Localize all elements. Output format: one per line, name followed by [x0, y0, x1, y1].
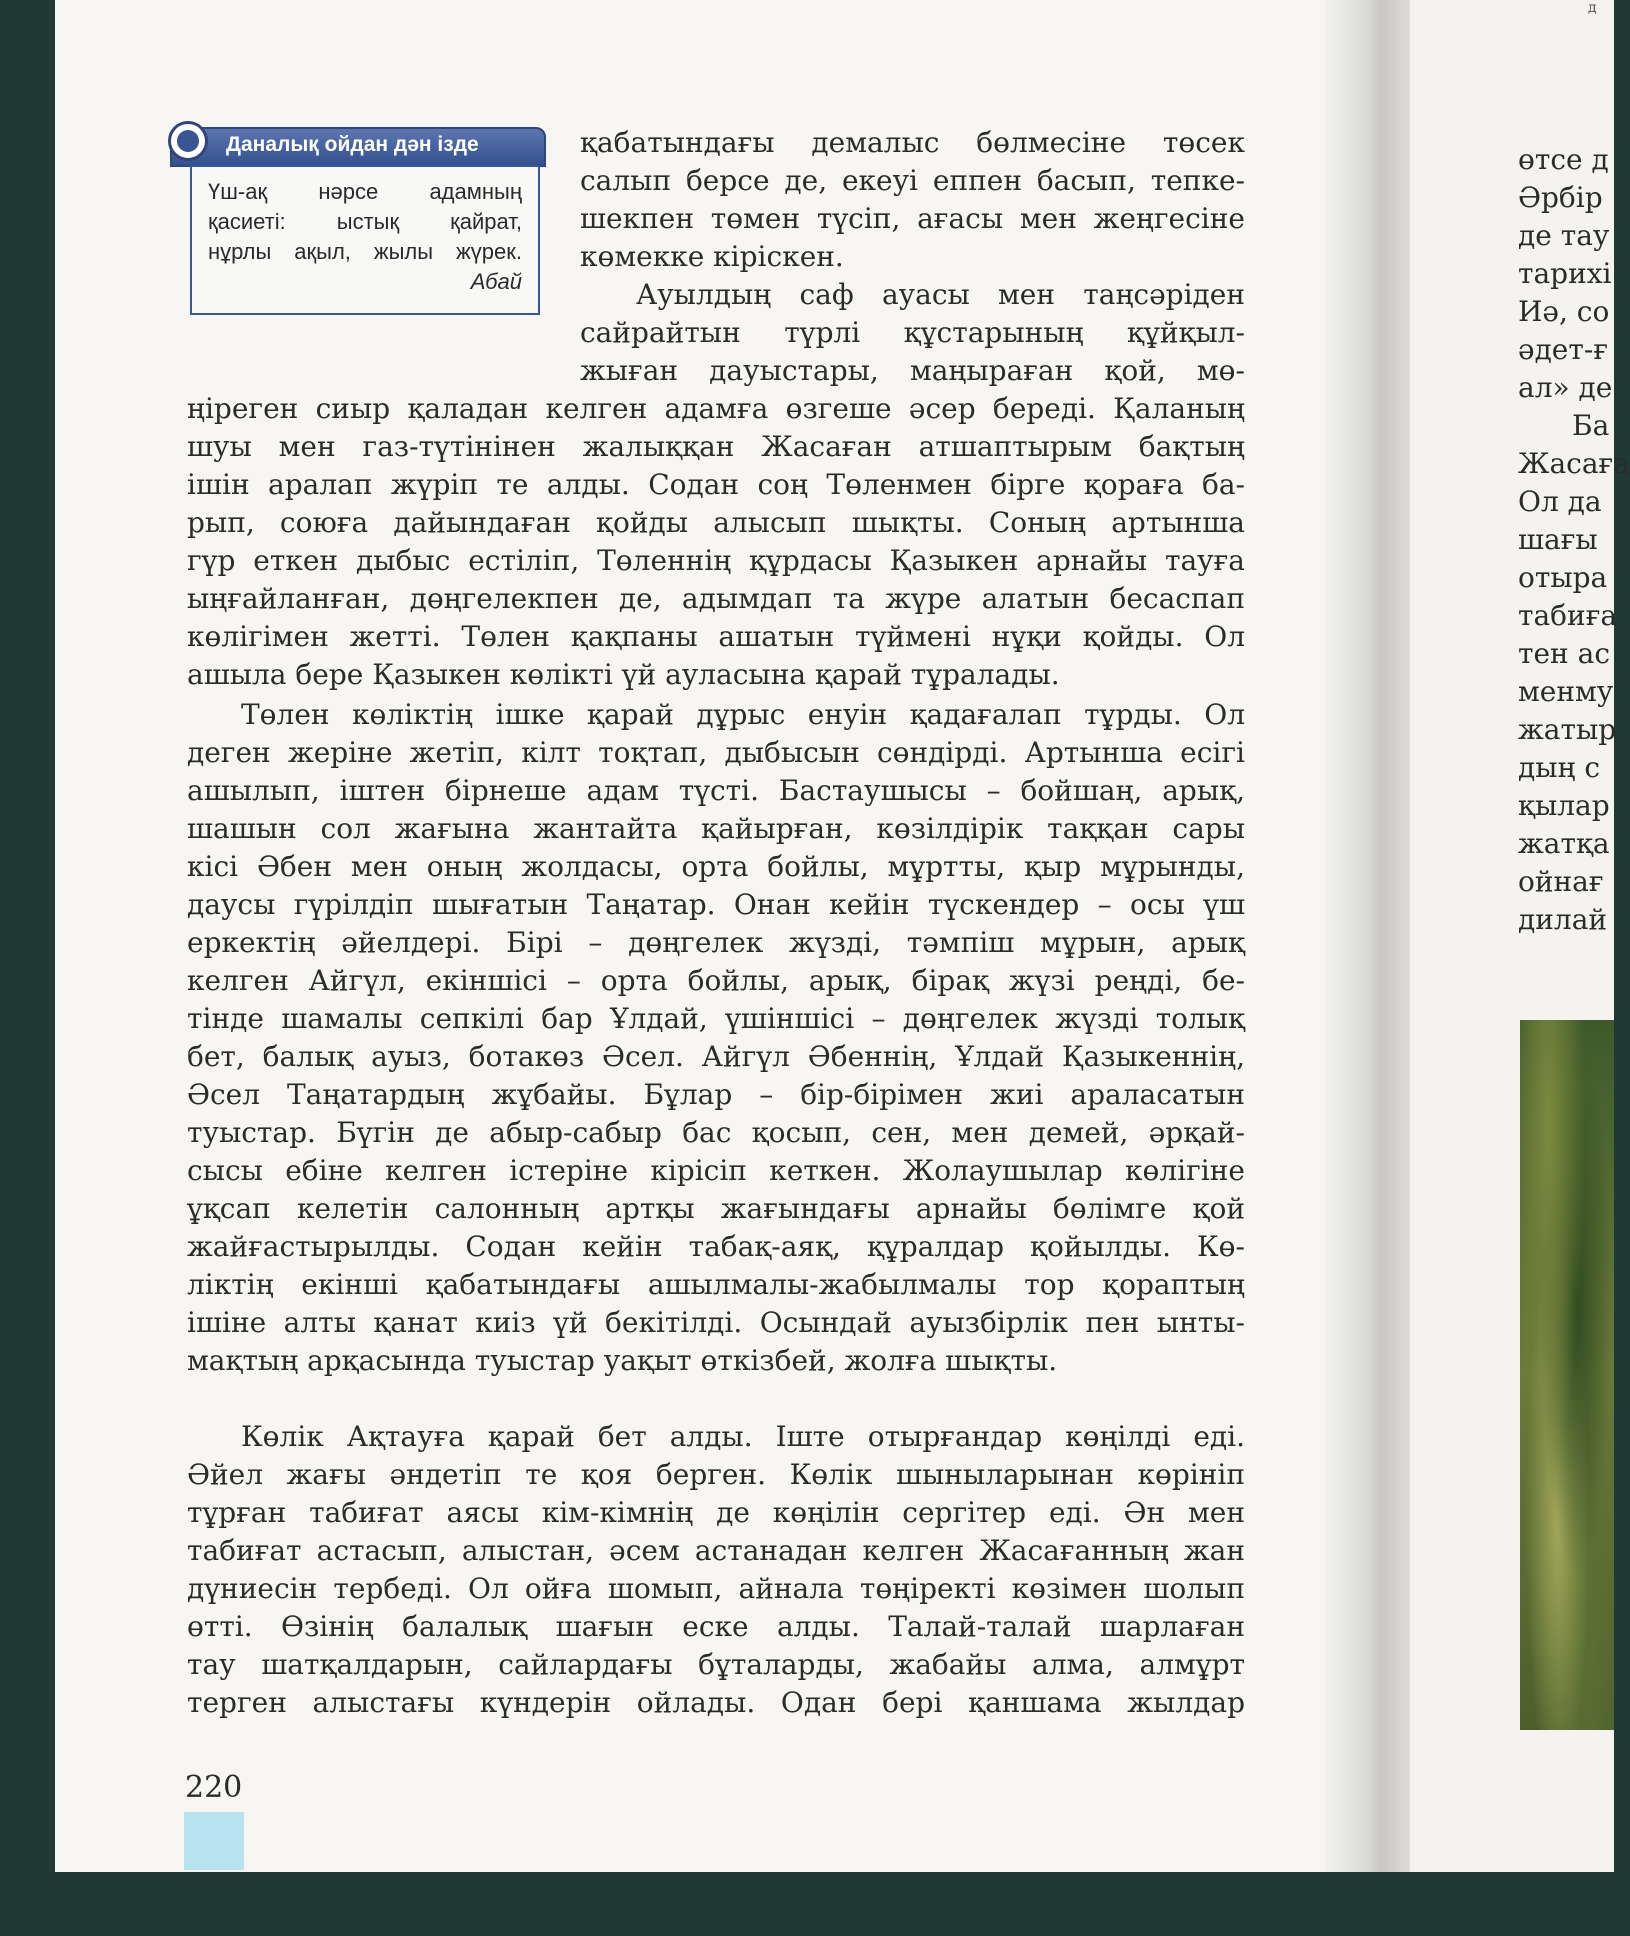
text-line: өтті. Өзінің балалық шағын еске алды. Талай-талай шарлаған	[187, 1610, 1245, 1643]
text-line: Көлік Ақтауға қарай бет алды. Іште отырғандар көңілді еді.	[241, 1420, 1245, 1453]
text-line: Әсел Таңатардың жұбайы. Бұлар – бір-бірімен жиі араласатын	[187, 1078, 1245, 1111]
text-line: гүр еткен дыбыс естіліп, Төленнің құрдасы Қазыкен арнайы тауға	[187, 544, 1245, 577]
text-line: шашын сол жағына жантайта қайырған, көзілдірік таққан сары	[187, 812, 1245, 845]
text-line: ішіне алты қанат киіз үй бекітілді. Осындай ауызбірлік пен ынты-	[187, 1306, 1245, 1339]
fragment-line: жатқа	[1518, 827, 1610, 860]
fragment-line: өтсе д	[1518, 143, 1609, 176]
text-line: көлігімен жетті. Төлен қақпаны ашатын түймені нұқи қойды. Ол	[187, 620, 1245, 653]
page-number: 220	[185, 1770, 243, 1805]
fragment-line: Ол да	[1518, 485, 1602, 518]
fragment-line: тен ас	[1518, 637, 1610, 670]
text-line: көмекке кіріскен.	[580, 240, 844, 273]
fragment-line: тарихі	[1518, 257, 1612, 290]
fragment-line: жатыр	[1518, 713, 1617, 746]
quote-author: Абай	[470, 269, 522, 294]
text-line: салып берсе де, екеуі еппен басып, тепке-	[580, 164, 1245, 197]
fragment-line: Ба	[1572, 409, 1610, 442]
quote-line: нұрлы ақыл, жылы жүрек.	[208, 239, 522, 264]
fragment-line: де тау	[1518, 219, 1610, 252]
text-line: Ауылдың саф ауасы мен таңсәріден	[636, 278, 1245, 311]
fragment-line: Әрбір	[1518, 181, 1603, 214]
fragment-line: Иә, со	[1518, 295, 1610, 328]
text-line: даусы гүрілдіп шығатын Таңатар. Онан кейін түскендер – осы үш	[187, 888, 1245, 921]
text-line: табиғат астасып, алыстан, әсем астанадан келген Жасағанның жан	[187, 1534, 1245, 1567]
fragment-line: отыра	[1518, 561, 1608, 594]
fragment-line: дилай	[1518, 903, 1608, 936]
text-line: дүниесін тербеді. Ол ойға шомып, айнала төңіректі көзімен шолып	[187, 1572, 1245, 1605]
landscape-photo	[1520, 1020, 1614, 1730]
text-line: деген жеріне жетіп, кілт тоқтап, дыбысын сөндірді. Артынша есігі	[187, 736, 1245, 769]
text-line: кісі Әбен мен оның жолдасы, орта бойлы, мұртты, қыр мұрынды,	[187, 850, 1245, 883]
text-line: еркектің әйелдері. Бірі – дөңгелек жүзді, тәмпіш мұрын, арық	[187, 926, 1245, 959]
text-line: тау шатқалдарын, сайлардағы бұталарды, жабайы алма, алмұрт	[187, 1648, 1245, 1681]
fragment-line: табиға	[1518, 599, 1618, 632]
page-number-marker	[184, 1812, 244, 1870]
fragment-line: ойнағ	[1518, 865, 1604, 898]
text-line: ашылып, іштен бірнеше адам түсті. Бастаушысы – бойшаң, арық,	[187, 774, 1245, 807]
text-line: тінде шамалы сепкілі бар Ұлдай, үшіншісі – дөңгелек жүзді толық	[187, 1002, 1245, 1035]
wisdom-quote	[190, 165, 540, 315]
bullet-circle-icon	[168, 121, 208, 161]
text-line: туыстар. Бүгін де абыр-сабыр бас қосып, сен, мен демей, әрқай-	[187, 1116, 1245, 1149]
text-line: шуы мен газ-түтінінен жалыққан Жасаған атшаптырым бақтың	[187, 430, 1245, 463]
text-line: Әйел жағы әндетіп те қоя берген. Көлік шыныларынан көрініп	[187, 1458, 1245, 1491]
text-line: ішін аралап жүріп те алды. Содан соң Төленмен бірге қораға ба-	[187, 468, 1245, 501]
text-line: рып, союға дайындаған қойды алысып шықты. Соның артынша	[187, 506, 1245, 539]
text-line: сайрайтын түрлі құстарының құйқыл-	[580, 316, 1245, 349]
fragment-line: Жасаға	[1518, 447, 1630, 480]
quote-line: Үш-ақ нәрсе адамның	[208, 179, 522, 204]
text-line: ңіреген сиыр қаладан келген адамға өзгеше әсер береді. Қаланың	[187, 392, 1245, 425]
fragment-line: шағы	[1518, 523, 1598, 556]
fragment-line: қылар	[1518, 789, 1610, 822]
text-line: тұрған табиғат аясы кім-кімнің де көңілін сергітер еді. Ән мен	[187, 1496, 1245, 1529]
text-line: ліктің екінші қабатындағы ашылмалы-жабылмалы тор қораптың	[187, 1268, 1245, 1301]
fragment-line: менму	[1518, 675, 1614, 708]
text-line: келген Айгүл, екіншісі – орта бойлы, арық, бірақ жүзі реңді, бе-	[187, 964, 1245, 997]
text-line: бет, балық ауыз, ботакөз Әсел. Айгүл Әбеннің, Ұлдай Қазыкеннің,	[187, 1040, 1245, 1073]
text-line: сысы ебіне келген істеріне кірісіп кеткен. Жолаушылар көлігіне	[187, 1154, 1245, 1187]
text-line: жайғастырылды. Содан кейін табақ-аяқ, құралдар қойылды. Кө-	[187, 1230, 1245, 1263]
text-line: Төлен көліктің ішке қарай дұрыс енуін қадағалап тұрды. Ол	[241, 698, 1245, 731]
fragment-line: дың с	[1518, 751, 1601, 784]
text-line: ұқсап келетін салонның артқы жағындағы арнайы бөлімге қой	[187, 1192, 1245, 1225]
wisdom-box	[170, 125, 542, 321]
text-line: қабатындағы демалыс бөлмесіне төсек	[580, 126, 1245, 159]
text-line: жыған дауыстары, маңыраған қой, мө-	[580, 354, 1245, 387]
text-line: ашыла бере Қазыкен көлікті үй ауласына қарай тұралады.	[187, 658, 1060, 691]
text-line: шекпен төмен түсіп, ағасы мен жеңгесіне	[580, 202, 1245, 235]
wisdom-title: Даналық ойдан дән ізде	[226, 133, 479, 156]
text-line: мақтың арқасында туыстар уақыт өткізбей, жолға шықты.	[187, 1344, 1058, 1377]
text-line: терген алыстағы күндерін ойлады. Одан бері қаншама жылдар	[187, 1686, 1245, 1719]
wisdom-header	[170, 127, 546, 167]
fragment-line: әдет-ғ	[1518, 333, 1608, 366]
fragment-line: ал» де	[1518, 371, 1613, 404]
text-line: ыңғайланған, дөңгелекпен де, адымдап та жүре алатын бесаспап	[187, 582, 1245, 615]
corner-mark: д	[1588, 0, 1597, 16]
quote-line: қасиеті: ыстық қайрат,	[208, 209, 522, 234]
